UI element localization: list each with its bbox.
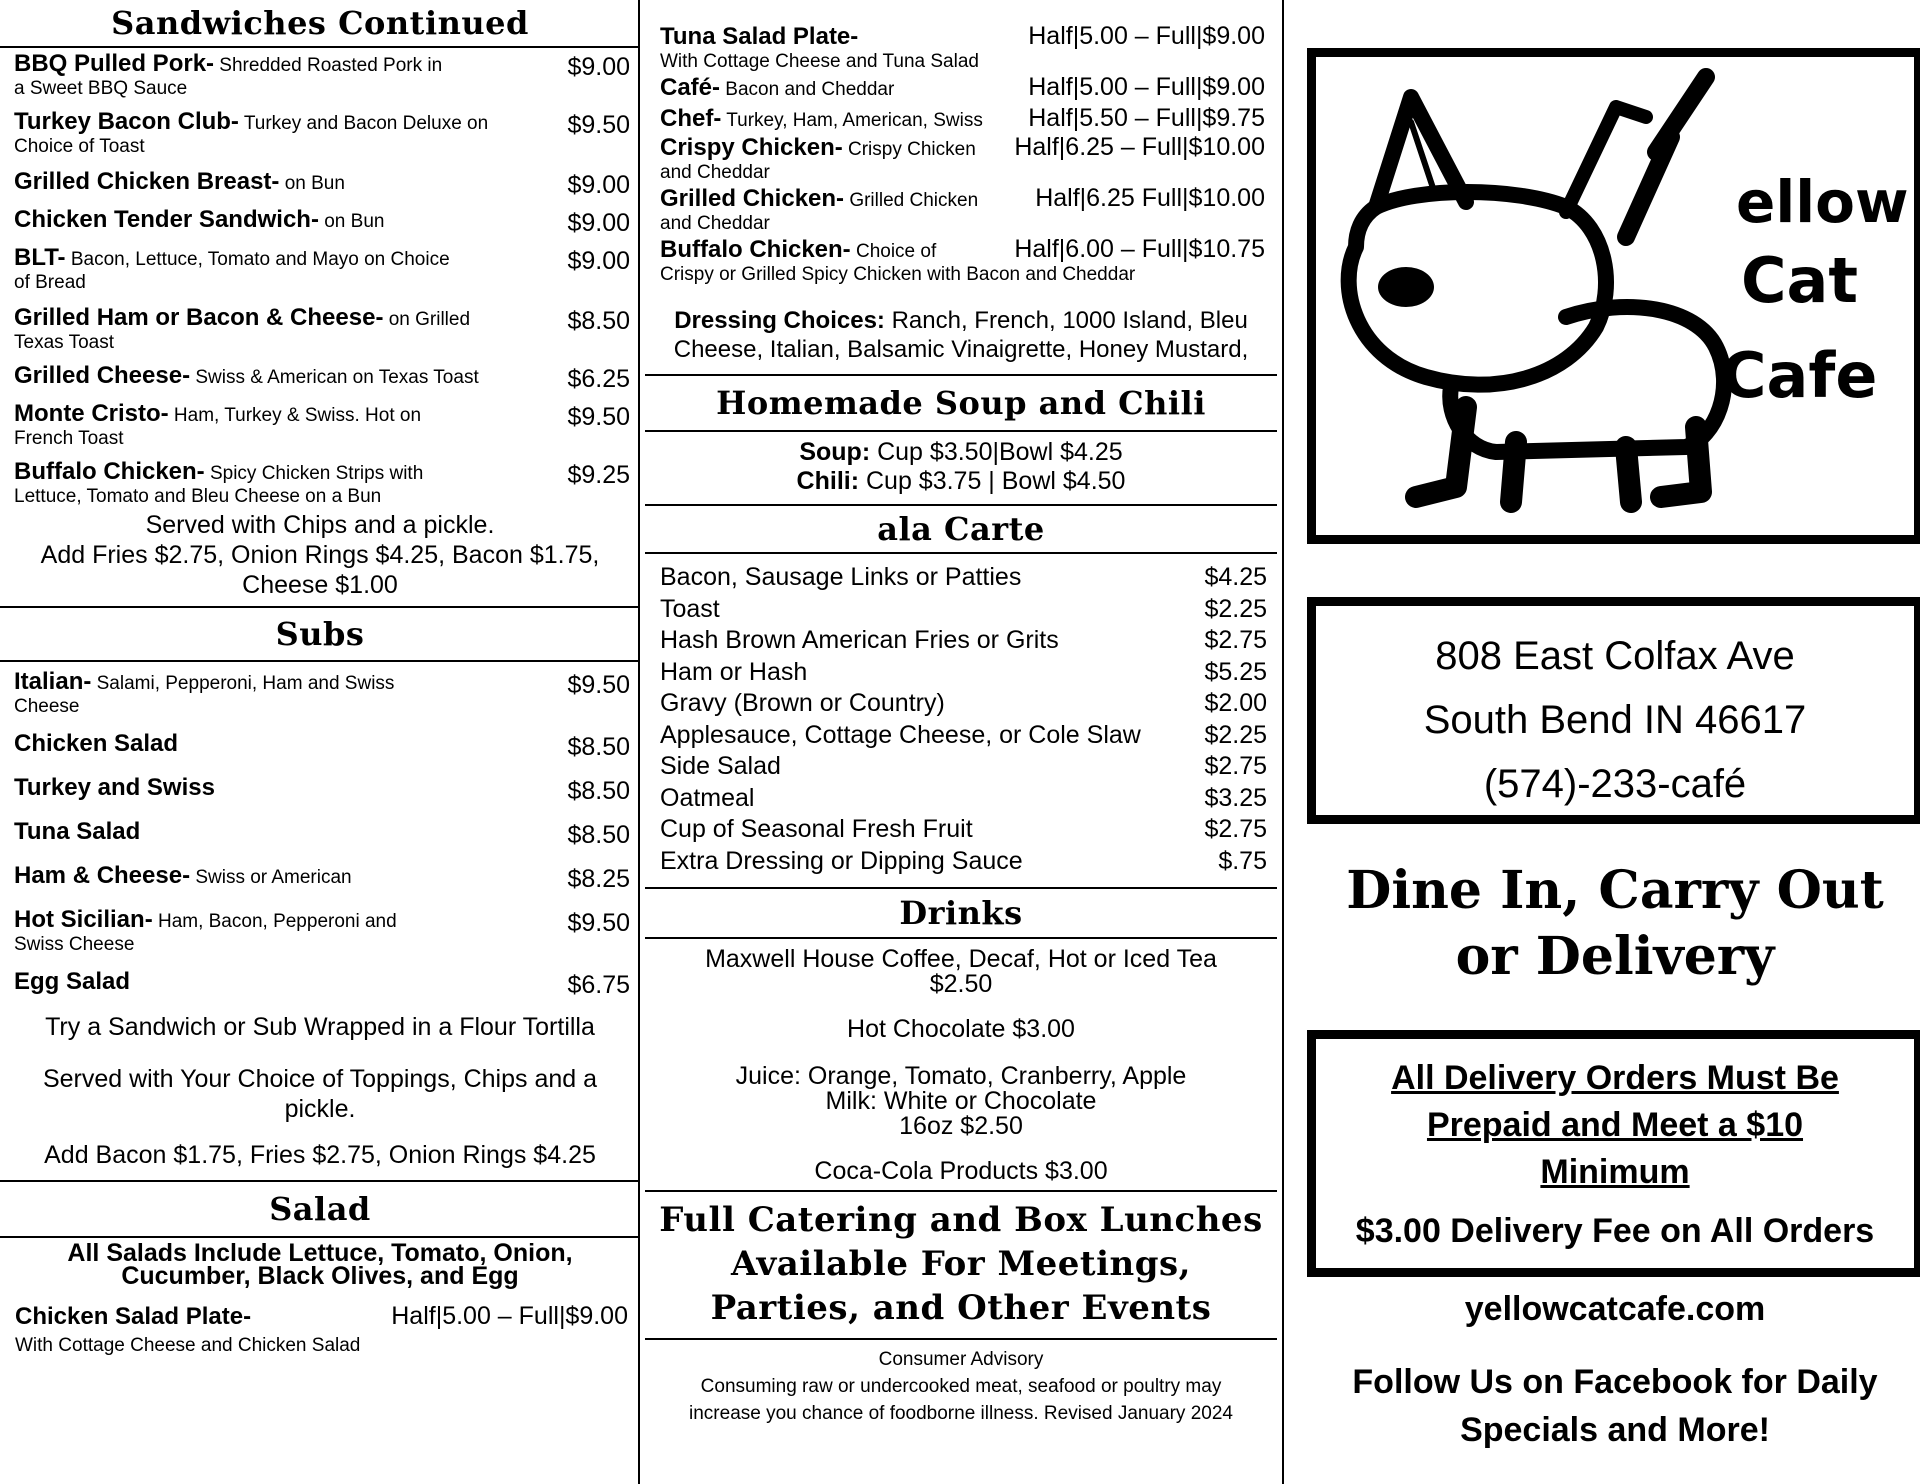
alacarte-item — [645, 783, 1277, 815]
item-price: $9.25 — [567, 461, 630, 489]
item-price: $2.00 — [1204, 689, 1267, 717]
item-name: Side Salad — [660, 752, 781, 780]
sub-note: Served with Your Choice of Toppings, Chips and a — [42, 1065, 598, 1093]
item-desc: Cheese — [14, 696, 80, 717]
item-line — [14, 820, 557, 846]
item-name: Tuna Salad Plate- — [660, 23, 859, 50]
item-desc: Shredded Roasted Pork in — [214, 55, 443, 76]
item-text — [660, 105, 983, 133]
item-line — [14, 246, 557, 272]
item-price: Half|5.00 – Full|$9.00 — [391, 1302, 628, 1330]
item-price: $9.00 — [567, 209, 630, 237]
item-desc: Lettuce, Tomato and Bleu Cheese on a Bun — [14, 486, 382, 507]
item-text — [660, 134, 976, 162]
alacarte-item — [645, 562, 1277, 594]
item-price: $9.00 — [567, 171, 630, 199]
item-line — [14, 364, 557, 390]
item-name: Bacon, Sausage Links or Patties — [660, 563, 1022, 591]
item-desc: With Cottage Cheese and Chicken Salad — [15, 1335, 361, 1356]
alacarte-item — [645, 594, 1277, 626]
sandwich-addons: Add Fries $2.75, Onion Rings $4.25, Bacon $1.75, — [40, 541, 600, 569]
alacarte-item — [645, 720, 1277, 752]
delivery-fee: $3.00 Delivery Fee on All Orders — [1355, 1212, 1875, 1250]
facebook-note — [1290, 1358, 1920, 1454]
item-name: Grilled Chicken Breast- — [14, 168, 280, 195]
item-desc: Turkey, Ham, American, Swiss — [721, 110, 983, 131]
item-price: $3.25 — [1204, 783, 1267, 812]
menu-item — [0, 864, 640, 894]
sub-note: pickle. — [284, 1095, 356, 1123]
item-text — [660, 236, 936, 264]
item-text — [14, 732, 567, 758]
section-title-alacarte: ala Carte — [877, 510, 1045, 548]
item-name: Turkey Bacon Club- — [14, 108, 239, 135]
item-name: Buffalo Chicken- — [660, 236, 851, 263]
item-text — [660, 23, 858, 51]
menu-item — [0, 364, 640, 394]
salad-plate — [645, 104, 1277, 133]
item-price: $4.25 — [1204, 563, 1267, 591]
item-name: Hot Sicilian- — [14, 906, 153, 933]
section-divider — [645, 552, 1277, 554]
alacarte-item — [645, 751, 1277, 783]
item-name: Applesauce, Cottage Cheese, or Cole Slaw — [660, 720, 1141, 749]
item-price: $9.50 — [567, 671, 630, 699]
logo-box — [1307, 48, 1920, 544]
catering-line: Full Catering and Box Lunches — [659, 1200, 1263, 1240]
alacarte-item — [645, 814, 1277, 846]
item-text — [14, 52, 567, 100]
item-price: $8.50 — [567, 733, 630, 761]
item-line — [14, 908, 557, 934]
menu-item — [0, 52, 640, 100]
item-name: Buffalo Chicken- — [14, 458, 205, 485]
menu-item — [0, 908, 640, 956]
address-box — [1307, 597, 1920, 824]
item-desc: on Bun — [279, 173, 345, 194]
item-text — [14, 306, 567, 354]
item-desc: Swiss Cheese — [14, 934, 135, 955]
chili-text: Cup $3.75 | Bowl $4.50 — [859, 467, 1126, 495]
item-name: Extra Dressing or Dipping Sauce — [660, 846, 1023, 875]
item-text — [14, 670, 567, 718]
column-divider — [1282, 0, 1284, 1484]
dressing-text: Cheese, Italian, Balsamic Vinaigrette, Honey Mustard, — [673, 336, 1249, 363]
item-name: BLT- — [14, 244, 66, 271]
item-line — [14, 402, 557, 428]
menu-item — [0, 402, 640, 450]
sandwich-list — [0, 52, 640, 508]
item-name: Hash Brown American Fries or Grits — [660, 626, 1059, 654]
salad-plate-list — [645, 0, 1277, 286]
item-name: Grilled Ham or Bacon & Cheese- — [14, 304, 384, 331]
menu-item — [0, 670, 640, 718]
item-price: $8.50 — [567, 821, 630, 849]
salad-plate — [645, 133, 1277, 162]
chicken-salad-plate — [0, 1302, 640, 1331]
salad-plate — [645, 184, 1277, 213]
menu-item — [0, 970, 640, 1000]
item-text — [14, 208, 567, 234]
item-desc: Salami, Pepperoni, Ham and Swiss — [91, 673, 395, 694]
dine-line: Dine In, Carry Out — [1346, 860, 1884, 921]
item-name: Tuna Salad — [14, 818, 141, 845]
item-line — [14, 970, 557, 996]
item-price: $9.00 — [567, 247, 630, 275]
item-name: Grilled Chicken- — [660, 185, 845, 212]
salad-plate — [645, 22, 1277, 51]
item-text — [14, 246, 567, 294]
item-name: Egg Salad — [14, 968, 131, 995]
facebook-line: Specials and More! — [1460, 1411, 1770, 1449]
menu-column-middle — [645, 0, 1277, 1484]
drinks-list — [645, 939, 1277, 1184]
item-text — [14, 460, 567, 508]
alacarte-item — [645, 688, 1277, 720]
section-divider — [0, 46, 640, 48]
advisory-text: increase you chance of foodborne illness. Revised January 2024 — [689, 1403, 1233, 1424]
item-name: Turkey and Swiss — [14, 774, 215, 801]
item-text — [14, 402, 567, 450]
item-line — [14, 208, 557, 234]
sandwich-addons: Cheese $1.00 — [242, 571, 398, 599]
item-desc: Choice of — [850, 241, 937, 262]
item-text — [14, 110, 567, 158]
item-price: $9.50 — [567, 909, 630, 937]
item-price: $2.75 — [1204, 626, 1267, 654]
item-text — [14, 170, 567, 196]
item-text — [660, 74, 894, 102]
item-price: $9.50 — [567, 111, 630, 139]
item-line — [14, 732, 557, 758]
section-title-salad: Salad — [269, 1190, 371, 1228]
item-line — [14, 306, 557, 332]
menu-column-left — [0, 0, 640, 1484]
section-title-soup: Homemade Soup and Chili — [716, 384, 1206, 422]
item-price: $5.25 — [1204, 657, 1267, 686]
salad-plate — [645, 235, 1277, 264]
item-line — [14, 52, 557, 78]
item-name: Chicken Salad Plate- — [15, 1303, 252, 1330]
item-name: Monte Cristo- — [14, 400, 169, 427]
item-price: $6.25 — [567, 365, 630, 393]
section-divider — [0, 660, 640, 662]
item-price: $.75 — [1218, 846, 1267, 875]
item-desc: Turkey and Bacon Deluxe on — [238, 113, 489, 134]
item-desc: Crispy Chicken — [842, 139, 976, 160]
item-name: Ham & Cheese- — [14, 862, 191, 889]
drink-item: Hot Chocolate $3.00 — [847, 1015, 1075, 1043]
item-name: Café- — [660, 74, 721, 101]
item-name: Cup of Seasonal Fresh Fruit — [660, 815, 973, 843]
item-text — [660, 185, 978, 213]
item-desc: on Grilled — [383, 309, 471, 330]
item-line — [14, 170, 557, 196]
item-name: Chef- — [660, 105, 722, 132]
item-line — [14, 776, 557, 802]
item-price: Half|6.00 – Full|$10.75 — [1014, 235, 1265, 263]
item-text — [14, 364, 567, 390]
sandwich-note: Served with Chips and a pickle. — [145, 511, 495, 539]
item-desc: Grilled Chicken — [844, 190, 979, 211]
item-price: $6.75 — [567, 971, 630, 999]
soup-text: Cup $3.50|Bowl $4.25 — [870, 438, 1123, 466]
street-address: 808 East Colfax Ave — [1435, 634, 1795, 678]
item-text — [14, 776, 567, 802]
item-name: Gravy (Brown or Country) — [660, 689, 945, 717]
salad-plate — [645, 73, 1277, 102]
logo-text: Cafe — [1721, 339, 1878, 412]
delivery-policy: All Delivery Orders Must Be — [1391, 1059, 1839, 1097]
soup-label: Soup: — [799, 438, 871, 466]
item-price: Half|6.25 – Full|$10.00 — [1014, 133, 1265, 161]
facebook-line: Follow Us on Facebook for Daily — [1352, 1363, 1878, 1401]
catering-line: Available For Meetings, — [730, 1244, 1191, 1284]
delivery-policy: Minimum — [1540, 1153, 1690, 1191]
item-line — [14, 670, 557, 696]
sub-note: Try a Sandwich or Sub Wrapped in a Flour Tortilla — [45, 1013, 595, 1041]
item-name: BBQ Pulled Pork- — [14, 50, 215, 77]
item-desc: Bacon, Lettuce, Tomato and Mayo on Choice — [65, 249, 450, 270]
soup-prices — [645, 432, 1277, 496]
item-price: $8.50 — [567, 307, 630, 335]
item-price: Half|5.00 – Full|$9.00 — [1028, 73, 1265, 101]
item-desc: Texas Toast — [14, 332, 114, 353]
item-desc: Choice of Toast — [14, 136, 145, 157]
item-name: Italian- — [14, 668, 92, 695]
menu-item — [0, 776, 640, 806]
delivery-policy: Prepaid and Meet a $10 — [1426, 1106, 1804, 1144]
item-price: $2.25 — [1204, 594, 1267, 623]
item-price: Half|5.00 – Full|$9.00 — [1028, 22, 1265, 50]
item-desc: and Cheddar — [660, 213, 770, 234]
consumer-advisory — [645, 1340, 1277, 1427]
alacarte-item — [645, 846, 1277, 878]
item-desc: Spicy Chicken Strips with — [204, 463, 424, 484]
cat-eye-icon — [1378, 267, 1434, 307]
drink-price: $2.50 — [929, 970, 993, 998]
item-desc: Ham, Turkey & Swiss. Hot on — [168, 405, 422, 426]
item-desc: French Toast — [14, 428, 124, 449]
sub-list — [0, 670, 640, 1000]
item-desc: a Sweet BBQ Sauce — [14, 78, 188, 99]
item-price: $9.50 — [567, 403, 630, 431]
section-title-subs: Subs — [275, 615, 365, 653]
item-line — [14, 864, 557, 890]
city-address: South Bend IN 46617 — [1423, 698, 1807, 742]
item-desc: of Bread — [14, 272, 86, 293]
menu-item — [0, 460, 640, 508]
delivery-box — [1307, 1030, 1920, 1277]
menu-item — [0, 110, 640, 158]
drink-item: Maxwell House Coffee, Decaf, Hot or Iced Tea — [705, 945, 1217, 973]
item-text — [14, 820, 567, 846]
item-price: Half|6.25 Full|$10.00 — [1035, 184, 1265, 212]
menu-item — [0, 820, 640, 850]
catering-line: Parties, and Other Events — [710, 1288, 1212, 1328]
item-line — [14, 460, 557, 486]
dine-in-banner — [1290, 858, 1920, 990]
item-price: $8.50 — [567, 777, 630, 805]
sub-addons: Add Bacon $1.75, Fries $2.75, Onion Rings $4.25 — [44, 1141, 596, 1169]
menu-item — [0, 306, 640, 354]
menu-column-right — [1290, 0, 1920, 1484]
yellow-cat-logo — [1316, 57, 1914, 535]
drink-price: 16oz $2.50 — [899, 1112, 1023, 1140]
drink-item: Milk: White or Chocolate — [825, 1087, 1097, 1115]
item-name: Grilled Cheese- — [14, 362, 191, 389]
menu-item — [0, 170, 640, 200]
item-price: $9.00 — [567, 53, 630, 81]
dressing-choices — [645, 306, 1277, 364]
section-title-drinks: Drinks — [899, 894, 1023, 932]
item-price: $2.75 — [1204, 815, 1267, 843]
item-name: Ham or Hash — [660, 657, 808, 686]
alacarte-item — [645, 625, 1277, 657]
phone-number[interactable]: (574)-233-café — [1483, 762, 1747, 806]
menu-item — [0, 732, 640, 762]
advisory-text: Consuming raw or undercooked meat, seafood or poultry may — [700, 1376, 1222, 1397]
item-desc: Crispy or Grilled Spicy Chicken with Bacon and Cheddar — [660, 264, 1136, 285]
item-desc: and Cheddar — [660, 162, 770, 183]
dressing-text: Ranch, French, 1000 Island, Bleu — [884, 307, 1248, 334]
alacarte-item — [645, 657, 1277, 689]
advisory-title: Consumer Advisory — [878, 1349, 1044, 1370]
item-price: $2.25 — [1204, 720, 1267, 749]
item-price: $8.25 — [567, 865, 630, 893]
item-desc: Swiss or American — [190, 867, 352, 888]
menu-item — [0, 246, 640, 294]
salad-intro-line: Cucumber, Black Olives, and Egg — [121, 1262, 519, 1290]
drink-item: Coca-Cola Products $3.00 — [814, 1157, 1108, 1185]
section-divider — [0, 1236, 640, 1238]
alacarte-list — [645, 562, 1277, 877]
item-name: Chicken Tender Sandwich- — [14, 206, 319, 233]
item-name: Chicken Salad — [14, 730, 179, 757]
item-desc: Ham, Bacon, Pepperoni and — [152, 911, 397, 932]
dressing-label: Dressing Choices: — [674, 307, 885, 334]
item-price: Half|5.50 – Full|$9.75 — [1028, 104, 1265, 132]
item-text — [14, 864, 567, 890]
item-text — [14, 908, 567, 956]
salad-intro-line: All Salads Include Lettuce, Tomato, Onion, — [67, 1239, 573, 1267]
catering-banner — [645, 1192, 1277, 1330]
item-name: Oatmeal — [660, 783, 755, 812]
item-desc: Swiss & American on Texas Toast — [190, 367, 479, 388]
item-name: Toast — [660, 594, 720, 623]
drink-item: Juice: Orange, Tomato, Cranberry, Apple — [735, 1062, 1187, 1090]
item-price: $2.75 — [1204, 752, 1267, 780]
item-name: Crispy Chicken- — [660, 134, 843, 161]
website-link[interactable]: yellowcatcafe.com — [1464, 1290, 1766, 1328]
section-title-sandwiches: Sandwiches Continued — [111, 4, 529, 42]
logo-text: Cat — [1741, 244, 1858, 317]
menu-item — [0, 208, 640, 238]
item-desc: on Bun — [318, 211, 385, 232]
salad-intro — [0, 1239, 640, 1290]
dine-line: or Delivery — [1455, 926, 1775, 987]
item-line — [14, 110, 557, 136]
item-desc: Bacon and Cheddar — [720, 79, 895, 100]
item-desc: With Cottage Cheese and Tuna Salad — [660, 51, 979, 72]
chili-label: Chili: — [796, 467, 860, 495]
item-text — [14, 970, 567, 996]
logo-text: ellow — [1736, 168, 1909, 236]
